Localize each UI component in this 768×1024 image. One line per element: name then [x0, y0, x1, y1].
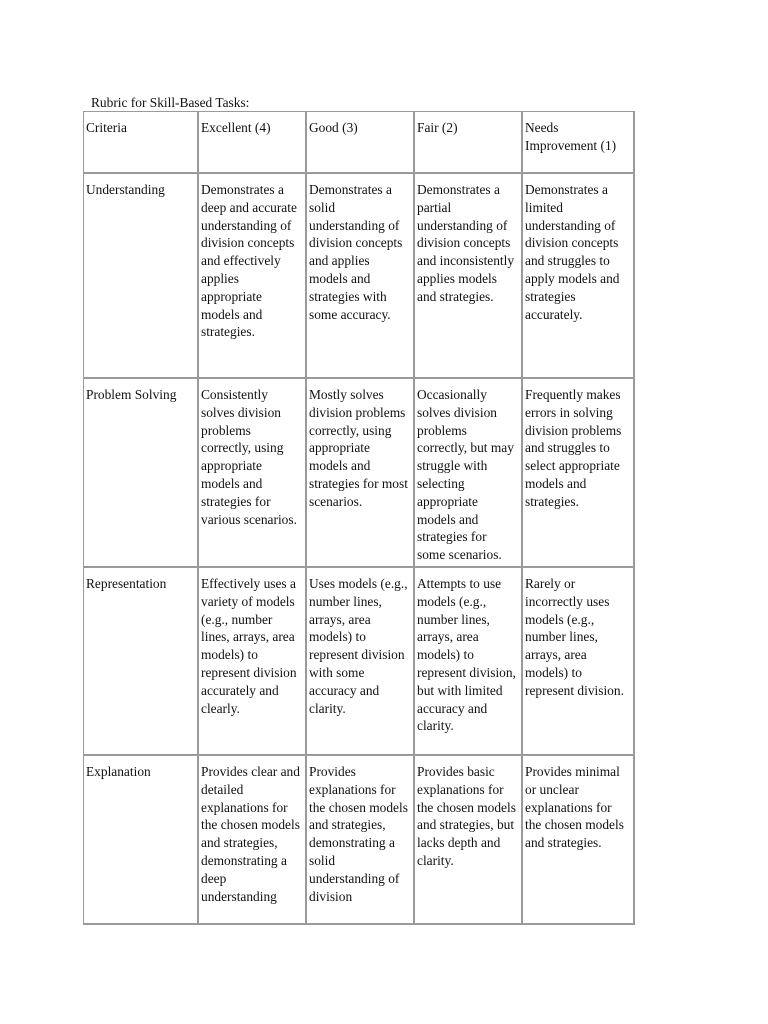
header-fair: Fair (2) — [415, 112, 523, 174]
fair-cell: Occasionally solves division problems correctly, but may struggle with selecting appropriate models and strategies for some scenarios. — [415, 379, 523, 568]
needs-improvement-cell: Rarely or incorrectly uses models (e.g., number lines, arrays, area models) to represent division. — [523, 568, 635, 756]
needs-improvement-cell: Provides minimal or unclear explanations for the chosen models and strategies. — [523, 756, 635, 925]
needs-improvement-cell: Frequently makes errors in solving division problems and struggles to select appropriate models and strategies. — [523, 379, 635, 568]
fair-cell: Provides basic explanations for the chosen models and strategies, but lacks depth and clarity. — [415, 756, 523, 925]
needs-improvement-cell: Demonstrates a limited understanding of division concepts and struggles to apply models and strategies accurately. — [523, 174, 635, 379]
header-good: Good (3) — [307, 112, 415, 174]
fair-cell: Attempts to use models (e.g., number lines, arrays, area models) to represent division, but with limited accuracy and clarity. — [415, 568, 523, 756]
table-row — [84, 568, 635, 756]
criteria-cell: Problem Solving — [84, 379, 199, 568]
table-row — [84, 174, 635, 379]
header-needs-improvement: Needs Improvement (1) — [523, 112, 635, 174]
header-excellent: Excellent (4) — [199, 112, 307, 174]
table-header-row — [84, 112, 635, 174]
table-row — [84, 379, 635, 568]
excellent-cell: Consistently solves division problems correctly, using appropriate models and strategies for various scenarios. — [199, 379, 307, 568]
criteria-cell: Understanding — [84, 174, 199, 379]
good-cell: Uses models (e.g., number lines, arrays, area models) to represent division with some accuracy and clarity. — [307, 568, 415, 756]
table-row — [84, 756, 635, 925]
excellent-cell: Demonstrates a deep and accurate understanding of division concepts and effectively applies appropriate models and strategies. — [199, 174, 307, 379]
excellent-cell: Provides clear and detailed explanations for the chosen models and strategies, demonstrating a deep understanding — [199, 756, 307, 925]
rubric-table — [83, 111, 635, 925]
fair-cell: Demonstrates a partial understanding of division concepts and inconsistently applies models and strategies. — [415, 174, 523, 379]
good-cell: Mostly solves division problems correctly, using appropriate models and strategies for most scenarios. — [307, 379, 415, 568]
good-cell: Provides explanations for the chosen models and strategies, demonstrating a solid understanding of division — [307, 756, 415, 925]
header-criteria: Criteria — [84, 112, 199, 174]
rubric-title: Rubric for Skill-Based Tasks: — [91, 95, 250, 110]
criteria-cell: Representation — [84, 568, 199, 756]
criteria-cell: Explanation — [84, 756, 199, 925]
good-cell: Demonstrates a solid understanding of division concepts and applies models and strategies with some accuracy. — [307, 174, 415, 379]
excellent-cell: Effectively uses a variety of models (e.g., number lines, arrays, area models) to represent division accurately and clearly. — [199, 568, 307, 756]
